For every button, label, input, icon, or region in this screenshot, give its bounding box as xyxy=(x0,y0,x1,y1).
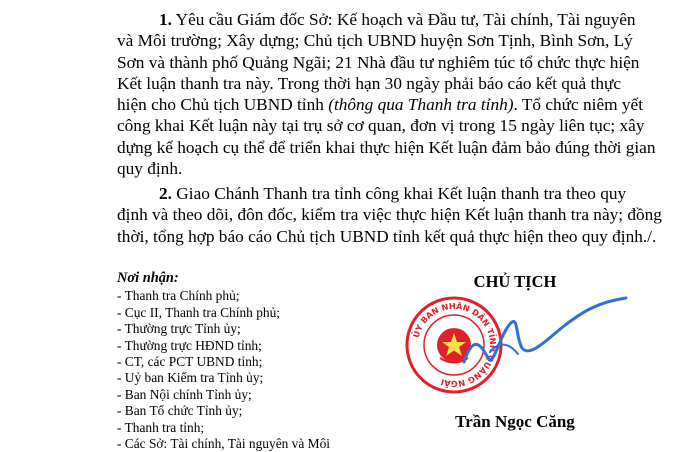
recipient-item: - Ban Nội chính Tỉnh ủy; xyxy=(117,386,252,402)
paragraph-1-line-1: 1. Yêu cầu Giám đốc Sở: Kế hoạch và Đầu tư, Tài chính, Tài nguyên xyxy=(159,10,636,29)
svg-text:ỦY BAN NHÂN DÂN TỈNH QUẢNG NGÃ: ỦY BAN NHÂN DÂN TỈNH QUẢNG NGÃI xyxy=(410,300,499,390)
handwritten-signature-icon xyxy=(460,292,630,382)
paragraph-1-line-3: Sơn và thành phố Quảng Ngãi; 21 Nhà đầu tư nghiêm túc tổ chức thực hiện xyxy=(117,52,640,72)
paragraph-2-line-3: thời, tổng hợp báo cáo Chủ tịch UBND tỉnh kết quả thực hiện theo quy định./. xyxy=(117,226,657,246)
paragraph-1-line-6: công khai Kết luận này tại trụ sở cơ quan, đơn vị trong 15 ngày liên tục; xây xyxy=(117,116,645,136)
italic-reference: (thông qua Thanh tra tỉnh) xyxy=(328,95,514,115)
signature-block xyxy=(400,270,630,451)
paragraph-1-line-2: và Môi trường; Xây dựng; Chủ tịch UBND huyện Sơn Tịnh, Bình Sơn, Lý xyxy=(117,31,633,51)
signer-name: Trần Ngọc Căng xyxy=(455,412,575,431)
paragraph-2-number: 2. xyxy=(159,184,172,203)
paragraph-2-line-1: 2. Giao Chánh Thanh tra tỉnh công khai Kết luận thanh tra theo quy xyxy=(159,184,627,203)
recipient-item: - Ban Tổ chức Tỉnh ủy; xyxy=(117,403,243,419)
paragraph-1-line-4: Kết luận thanh tra này. Trong thời hạn 30 ngày phải báo cáo kết quả thực xyxy=(117,73,622,93)
paragraph-2 xyxy=(117,183,662,247)
paragraph-1-line-8: quy định. xyxy=(117,159,183,179)
recipient-item: - Các Sở: Tài chính, Tài nguyên và Môi xyxy=(117,436,330,452)
recipient-item: - CT, các PCT UBND tỉnh; xyxy=(117,354,263,370)
recipient-item: - Thanh tra tỉnh; xyxy=(117,419,205,435)
paragraph-1-line-5: hiện cho Chủ tịch UBND tỉnh (thông qua Thanh tra tỉnh). Tổ chức niêm yết xyxy=(117,95,644,115)
recipient-item: - Thường trực Tỉnh ủy; xyxy=(117,321,241,337)
chairman-title: CHỦ TỊCH xyxy=(473,272,557,291)
paragraph-2-line-2: định và theo dõi, đôn đốc, kiểm tra việc thực hiện Kết luận thanh tra này; đồng xyxy=(117,205,662,225)
recipient-item: - Cục II, Thanh tra Chính phủ; xyxy=(117,304,281,320)
recipient-item: - Uỷ ban Kiểm tra Tỉnh ủy; xyxy=(117,370,264,386)
paragraph-1-number: 1. xyxy=(159,10,172,29)
recipients-heading: Nơi nhận: xyxy=(117,270,179,286)
recipients-list xyxy=(117,270,347,452)
recipient-item: - Thường trực HĐND tỉnh; xyxy=(117,337,262,353)
paragraph-1-line-7: dựng kế hoạch cụ thể để triển khai thực hiện Kết luận đảm bảo đúng thời gian xyxy=(117,137,656,157)
recipient-item: - Thanh tra Chính phủ; xyxy=(117,288,240,304)
paragraph-1 xyxy=(117,9,656,179)
